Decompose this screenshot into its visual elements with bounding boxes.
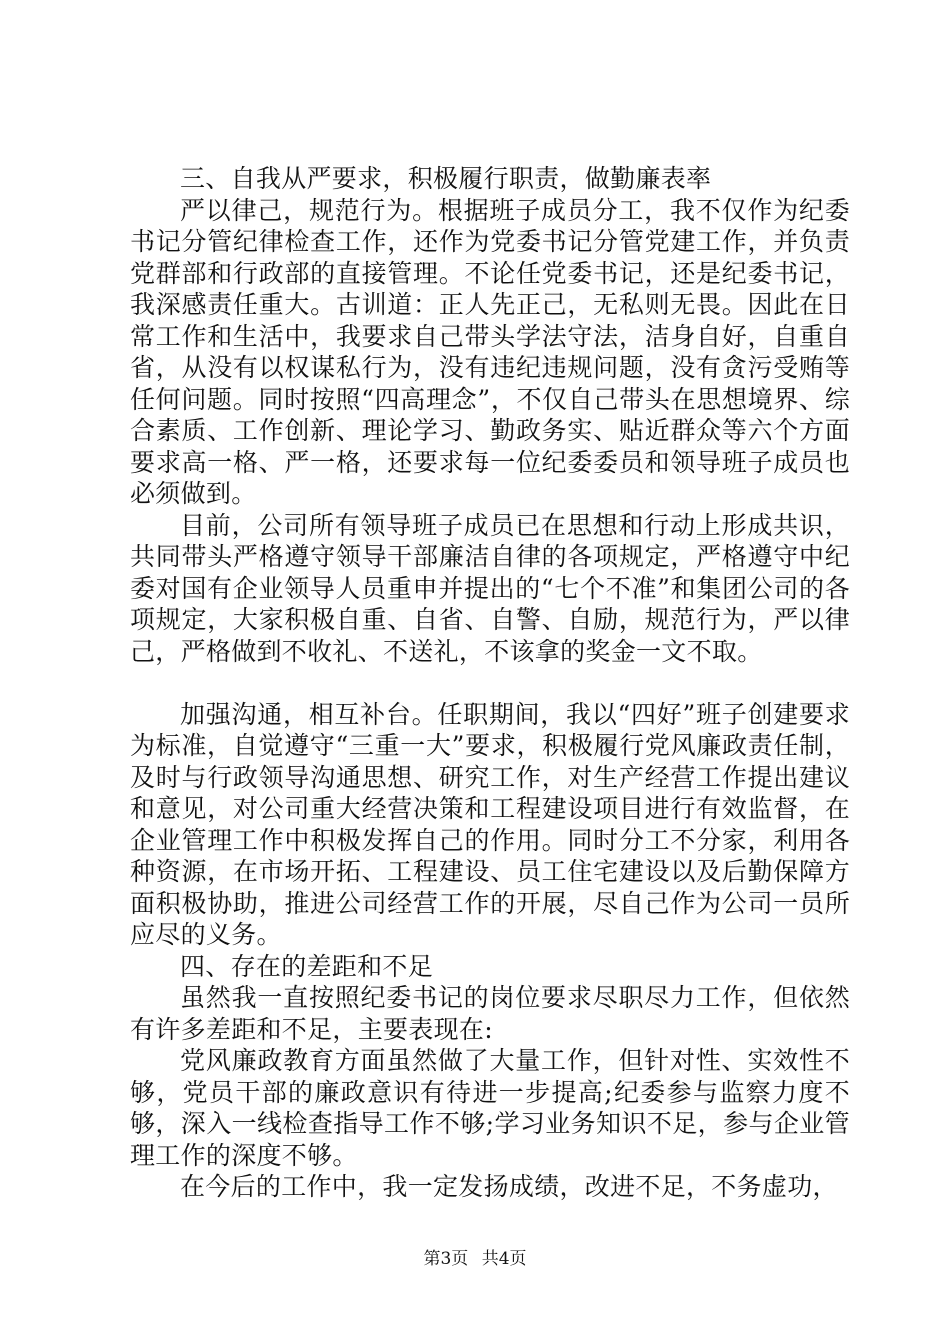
page-total: 共4页 <box>481 1249 527 1269</box>
section-heading-3: 三、自我从严要求，积极履行职责，做勤廉表率 <box>180 164 712 193</box>
paragraph-communication: 加强沟通，相互补台。任职期间，我以“四好”班子创建要求为标准，自觉遵守“三重一大”要求，积极履行党风廉政责任制，及时与行政领导沟通思想、研究工作，对生产经营工作提出建议和意见，对公司重大经营决策和工程建设项目进行有效监督，在企业管理工作中积极发挥自己的作用。同时分工不分家，利用各种资源，在市场开拓、工程建设、员工住宅建设以及后勤保障方面积极协助，推进公司经营工作的开展，尽自己作为公司一员所应尽的义务。 <box>130 699 850 949</box>
paragraph-future-work: 在今后的工作中，我一定发扬成绩，改进不足，不务虚功， <box>180 1172 838 1201</box>
section-heading-4: 四、存在的差距和不足 <box>180 951 434 981</box>
paragraph-gaps-intro: 虽然我一直按照纪委书记的岗位要求尽职尽力工作，但依然有许多差距和不足，主要表现在: <box>130 983 850 1044</box>
paragraph-spacer <box>130 667 850 699</box>
page-number: 第3页 <box>423 1249 469 1269</box>
paragraph-consensus: 目前，公司所有领导班子成员已在思想和行动上形成共识，共同带头严格遵守领导干部廉洁自律的各项规定，严格遵守中纪委对国有企业领导人员重申并提出的“七个不准”和集团公司的各项规定，大家积极自重、自省、自警、自励，规范行为，严以律己，严格做到不收礼、不送礼，不该拿的奖金一文不取。 <box>130 510 850 666</box>
paragraph-gaps-detail: 党风廉政教育方面虽然做了大量工作，但针对性、实效性不够，党员干部的廉政意识有待进一步提高;纪委参与监察力度不够，深入一线检查指导工作不够;学习业务知识不足，参与企业管理工作的深度不够。 <box>130 1046 850 1170</box>
page-footer <box>0 1244 950 1269</box>
paragraph-self-discipline: 严以律己，规范行为。根据班子成员分工，我不仅作为纪委书记分管纪律检查工作，还作为党委书记分管党建工作，并负责党群部和行政部的直接管理。不论任党委书记，还是纪委书记，我深感责任重大。古训道：正人先正己，无私则无畏。因此在日常工作和生活中，我要求自己带头学法守法，洁身自好，自重自省，从没有以权谋私行为，没有违纪违规问题，没有贪污受贿等任何问题。同时按照“四高理念”，不仅自己带头在思想境界、综合素质、工作创新、理论学习、勤政务实、贴近群众等六个方面要求高一格、严一格，还要求每一位纪委委员和领导班子成员也必须做到。 <box>130 195 850 508</box>
document-body <box>130 163 850 1203</box>
